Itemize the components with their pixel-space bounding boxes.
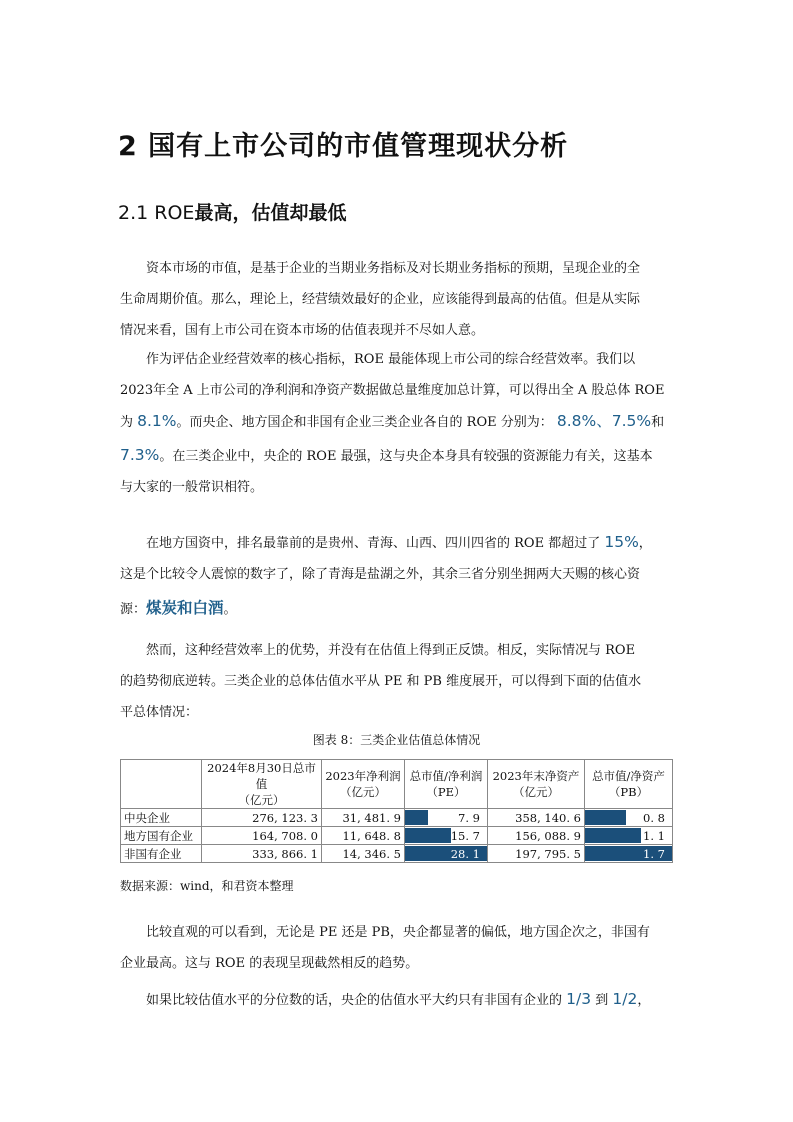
table-row [121,827,673,845]
valuation-table [120,759,673,863]
paragraph-2 [120,350,673,497]
cell-pb [585,809,673,827]
para3-line3 [120,598,673,619]
cell-net-profit: 31, 481. 9 [322,809,405,827]
para3-line2: 这是个比较令人震惊的数字了，除了青海是盐湖之外，其余三省分别坐拥两大天赐的核心资 [120,567,641,582]
row-name: 非国有企业 [121,845,202,863]
header-pe-line2: （PE） [426,785,466,799]
section-heading: 2 国有上市公司的市值管理现状分析 [118,131,569,162]
cell-pe [405,827,488,845]
cell-market-cap: 333, 866. 1 [202,845,322,863]
paragraph-5 [120,923,673,973]
paragraph-4 [120,641,673,722]
header-net-profit-line1: 2023年净利润 [325,769,401,783]
pb-value: 1. 7 [643,846,665,861]
cell-market-cap: 164, 708. 0 [202,827,322,845]
pe-bar [405,828,451,843]
para3-line1 [120,533,673,553]
header-pe [405,760,488,809]
para2-line3 [120,412,673,432]
header-pb [585,760,673,809]
para2-text-d: 。在三类企业中，央企的 ROE 最强，这与央企本身具有较强的资源能力有关，这基本 [159,449,653,464]
cell-net-assets: 358, 140. 6 [488,809,585,827]
para1-line2: 生命周期价值。那么，理论上，经营绩效最好的企业，应该能得到最高的估值。但是从实际 [120,292,641,307]
para5-line2: 企业最高。这与 ROE 的表现呈现截然相反的趋势。 [120,956,419,971]
row-name: 地方国有企业 [121,827,202,845]
paragraph-1 [120,259,673,340]
para2-line1: 作为评估企业经营效率的核心指标，ROE 最能体现上市公司的综合经营效率。我们以 [146,352,636,367]
para2-line5: 与大家的一般常识相符。 [120,480,264,495]
cell-net-profit: 14, 346. 5 [322,845,405,863]
header-market-cap-line1: 2024年8月30日总市值 [207,761,316,791]
pe-bar [405,810,428,825]
para4-line1: 然而，这种经营效率上的优势，并没有在估值上得到正反馈。相反，实际情况与 ROE [146,643,636,658]
table-caption: 图表 8：三类企业估值总体情况 [312,733,481,747]
pe-value: 7. 9 [458,810,480,825]
header-net-profit [322,760,405,809]
paragraph-3 [120,533,673,619]
header-net-profit-line2: （亿元） [340,785,386,799]
para6-line1 [120,990,673,1010]
para4-line2: 的趋势彻底逆转。三类企业的总体估值水平从 PE 和 PB 维度展开，可以得到下面的估值水 [120,674,642,689]
header-net-assets [488,760,585,809]
pb-value: 0. 8 [643,810,665,825]
header-market-cap-line2: （亿元） [238,793,285,807]
roe-all-a-value: 8.1% [137,412,177,430]
core-resources-highlight: 煤炭和白酒 [146,598,224,617]
cell-pb [585,845,673,863]
cell-pe [405,845,488,863]
para1-line3: 情况来看，国有上市公司在资本市场的估值表现并不尽如人意。 [120,323,485,338]
para2-line4 [120,446,673,466]
header-pe-line1: 总市值/净利润 [409,769,483,783]
header-blank [121,760,202,809]
cell-net-assets: 197, 795. 5 [488,845,585,863]
data-source-note: 数据来源：wind，和君资本整理 [120,879,294,893]
roe-private-value: 7.3% [120,446,160,464]
para5-line1: 比较直观的可以看到，无论是 PE 还是 PB，央企都显著的偏低，地方国企次之，非国有 [146,925,650,940]
para2-text-a: 为 [120,415,138,430]
table-row [121,845,673,863]
table-header-row [121,760,673,809]
cell-net-assets: 156, 088. 9 [488,827,585,845]
roe-soe-values: 8.8%、7.5% [556,412,652,430]
table-row [121,809,673,827]
cell-pb [585,827,673,845]
pb-value: 1. 1 [643,828,665,843]
ratio-high-value: 1/2 [612,990,638,1008]
pb-bar [585,828,641,843]
pe-value: 28. 1 [450,846,480,861]
pe-value: 15. 7 [450,828,480,843]
header-pb-line1: 总市值/净资产 [592,769,665,783]
para6-text-c: ， [637,993,651,1008]
subsection-heading [118,198,346,225]
para3-text-c: 源： [120,602,147,617]
cell-net-profit: 11, 648. 8 [322,827,405,845]
row-name: 中央企业 [121,809,202,827]
paragraph-6 [120,990,673,1010]
subsection-number: 2.1 [118,202,149,224]
para2-text-c: 和 [651,415,665,430]
para2-line2: 2023年全 A 上市公司的净利润和净资产数据做总量维度加总计算，可以得出全 A 股总体 ROE [120,383,665,398]
header-market-cap [202,760,322,809]
para4-line3: 平总体情况： [120,705,199,720]
para3-text-d: 。 [223,602,237,617]
ratio-low-value: 1/3 [566,990,592,1008]
subsection-text: 最高，估值却最低 [194,202,347,224]
subsection-roe: ROE [154,202,195,224]
header-pb-line2: （PB） [608,785,649,799]
cell-pe [405,809,488,827]
para3-text-b: ， [638,536,652,551]
para1-line1: 资本市场的市值，是基于企业的当期业务指标及对长期业务指标的预期，呈现企业的全 [146,261,641,276]
header-net-assets-line2: （亿元） [513,785,559,799]
para2-text-b: 。而央企、地方国企和非国有企业三类企业各自的 ROE 分别为： [176,415,553,430]
roe-15-value: 15% [604,533,639,551]
para3-text-a: 在地方国资中，排名最靠前的是贵州、青海、山西、四川四省的 ROE 都超过了 [146,536,605,551]
pb-bar [585,810,626,825]
header-net-assets-line1: 2023年末净资产 [492,769,580,783]
para6-text-b: 到 [591,993,613,1008]
cell-market-cap: 276, 123. 3 [202,809,322,827]
para6-text-a: 如果比较估值水平的分位数的话，央企的估值水平大约只有非国有企业的 [146,993,567,1008]
